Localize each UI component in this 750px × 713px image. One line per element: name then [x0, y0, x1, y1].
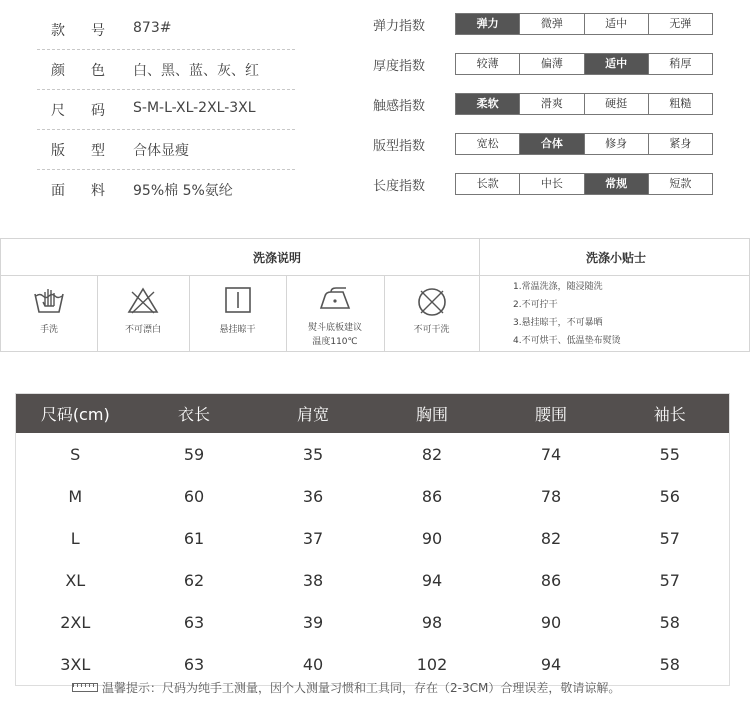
- index-option: 紧身: [648, 134, 712, 154]
- index-label: 触感指数: [373, 99, 426, 114]
- column-header: 衣长: [135, 394, 254, 434]
- index-option: 中长: [519, 174, 583, 194]
- index-option: 短款: [648, 174, 712, 194]
- table-cell: 63: [183, 654, 205, 674]
- wash-label: 熨斗底板建议: [307, 323, 362, 333]
- column-header: 肩宽: [254, 394, 373, 434]
- index-row: [373, 13, 713, 35]
- table-cell: 35: [302, 444, 324, 464]
- table-cell: 74: [540, 444, 562, 464]
- info-label-char: 面: [51, 183, 65, 199]
- index-row: [373, 93, 713, 115]
- product-info: [37, 10, 295, 210]
- info-row: [37, 130, 295, 170]
- table-cell: 37: [302, 528, 324, 548]
- no-bleach-icon: [127, 286, 159, 314]
- info-value: 95%棉 5%氨纶: [133, 183, 233, 199]
- info-value: 白、黑、蓝、灰、红: [133, 63, 259, 79]
- index-label: 厚度指数: [373, 59, 426, 74]
- info-label-char: 款: [51, 23, 65, 39]
- index-option: 修身: [584, 134, 648, 154]
- size-table: [15, 393, 730, 686]
- table-cell: 59: [183, 444, 205, 464]
- wash-panel: [0, 238, 750, 352]
- tip-item: 1.常温洗涤，随浸随洗: [513, 282, 603, 292]
- table-cell: 58: [659, 612, 680, 632]
- note-text: 温馨提示：尺码为纯手工测量，因个人测量习惯和工具同，存在（2-3CM）合理误差，敬请谅解。: [102, 681, 621, 695]
- table-cell: 63: [183, 612, 205, 632]
- table-cell: 3XL: [60, 654, 91, 674]
- index-option: 适中: [584, 14, 648, 34]
- table-cell: 36: [302, 486, 324, 506]
- iron-icon: [318, 286, 352, 312]
- column-header: 袖长: [611, 394, 730, 434]
- index-option: 稍厚: [648, 54, 712, 74]
- index-option-selected: 柔软: [456, 94, 519, 114]
- info-value: S-M-L-XL-2XL-3XL: [133, 100, 256, 116]
- index-label: 弹力指数: [373, 19, 426, 34]
- info-label: [51, 180, 105, 200]
- wash-tips: [513, 278, 621, 350]
- info-row: [37, 170, 295, 210]
- info-label-char: 色: [91, 63, 105, 79]
- index-option: 偏薄: [519, 54, 583, 74]
- index-option: 微弹: [519, 14, 583, 34]
- table-cell: 56: [659, 486, 680, 506]
- info-label-char: 尺: [51, 103, 65, 119]
- table-cell: 61: [183, 528, 205, 548]
- ruler-icon: [72, 683, 98, 692]
- table-cell: L: [70, 528, 80, 548]
- table-cell: XL: [65, 570, 86, 590]
- index-row: [373, 53, 713, 75]
- info-row: [37, 90, 295, 130]
- info-label-char: 型: [91, 143, 105, 159]
- table-cell: 86: [421, 486, 443, 506]
- table-cell: 86: [540, 570, 562, 590]
- info-label: [51, 20, 105, 40]
- table-cell: 38: [302, 570, 324, 590]
- info-label: [51, 140, 105, 160]
- index-scale: [455, 93, 713, 115]
- column-header: 胸围: [373, 394, 492, 434]
- table-cell: 94: [540, 654, 562, 674]
- index-option: 宽松: [476, 137, 499, 150]
- index-option-selected: 常规: [584, 174, 648, 194]
- index-scale: [455, 133, 713, 155]
- wash-title: 洗涤说明: [253, 251, 302, 265]
- table-row: [16, 433, 730, 475]
- index-label: 版型指数: [373, 139, 426, 154]
- index-scale: [455, 53, 713, 75]
- index-label: 长度指数: [373, 179, 426, 194]
- tip-item: 2.不可拧干: [513, 300, 558, 310]
- wash-item-no-dry-clean: [384, 276, 479, 351]
- index-option: 较薄: [476, 57, 499, 70]
- info-label: [51, 100, 105, 120]
- info-label-char: 号: [91, 23, 105, 39]
- index-row: [373, 133, 713, 155]
- index-row: [373, 173, 713, 195]
- wash-label: 不可漂白: [124, 325, 161, 335]
- index-scale: [455, 13, 713, 35]
- index-option-selected: 弹力: [456, 14, 519, 34]
- table-cell: 78: [540, 486, 562, 506]
- table-cell: 102: [416, 654, 448, 674]
- index-option: 滑爽: [519, 94, 583, 114]
- tip-item: 3.悬挂晾干，不可暴晒: [513, 318, 603, 328]
- table-cell: 57: [659, 528, 680, 548]
- hang-dry-icon: [224, 286, 252, 314]
- size-table-header: [16, 394, 730, 434]
- info-label: [51, 60, 105, 80]
- wash-item-iron: [286, 276, 384, 351]
- table-cell: 62: [183, 570, 205, 590]
- wash-header: [1, 239, 749, 276]
- index-option: 硬挺: [584, 94, 648, 114]
- table-cell: 82: [540, 528, 562, 548]
- table-row: [16, 559, 730, 601]
- table-cell: 90: [421, 528, 443, 548]
- info-row: [37, 50, 295, 90]
- table-cell: 60: [183, 486, 205, 506]
- index-option-selected: 适中: [584, 54, 648, 74]
- info-row: [37, 10, 295, 50]
- table-cell: M: [68, 486, 83, 506]
- hand-wash-icon: [33, 286, 65, 314]
- wash-label: 悬挂晾干: [219, 325, 256, 335]
- index-scale: [455, 173, 713, 195]
- wash-item-hand-wash: [1, 276, 97, 351]
- index-option-selected: 合体: [519, 134, 583, 154]
- table-cell: S: [70, 444, 81, 464]
- table-cell: 94: [421, 570, 443, 590]
- wash-label: 手洗: [39, 325, 58, 335]
- wash-item-hang-dry: [189, 276, 286, 351]
- table-row: [16, 517, 730, 559]
- wash-item-no-bleach: [97, 276, 189, 351]
- wash-label: 不可干洗: [413, 325, 450, 335]
- table-cell: 39: [302, 612, 324, 632]
- table-cell: 58: [659, 654, 680, 674]
- table-cell: 82: [421, 444, 443, 464]
- info-label-char: 码: [91, 103, 105, 119]
- table-cell: 90: [540, 612, 562, 632]
- index-option: 长款: [476, 177, 499, 190]
- table-row: [16, 601, 730, 643]
- table-cell: 2XL: [60, 612, 91, 632]
- info-label-char: 料: [91, 183, 105, 199]
- info-label-char: 版: [51, 143, 65, 159]
- table-cell: 57: [659, 570, 680, 590]
- info-value: 合体显瘦: [133, 143, 189, 159]
- info-label-char: 颜: [51, 63, 65, 79]
- index-option: 粗糙: [648, 94, 712, 114]
- column-header: 尺码(cm): [16, 394, 135, 434]
- index-option: 无弹: [648, 14, 712, 34]
- column-header: 腰围: [492, 394, 611, 434]
- info-value: 873#: [133, 20, 172, 36]
- table-row: [16, 475, 730, 517]
- table-cell: 40: [302, 654, 324, 674]
- wash-tips-title: 洗涤小贴士: [586, 251, 647, 265]
- measurement-note: [72, 679, 620, 696]
- no-dry-clean-icon: [416, 286, 448, 318]
- table-cell: 55: [659, 444, 680, 464]
- tip-item: 4.不可烘干、低温垫布熨烫: [513, 336, 621, 346]
- wash-label-2: 温度110℃: [312, 337, 358, 347]
- table-cell: 98: [421, 612, 443, 632]
